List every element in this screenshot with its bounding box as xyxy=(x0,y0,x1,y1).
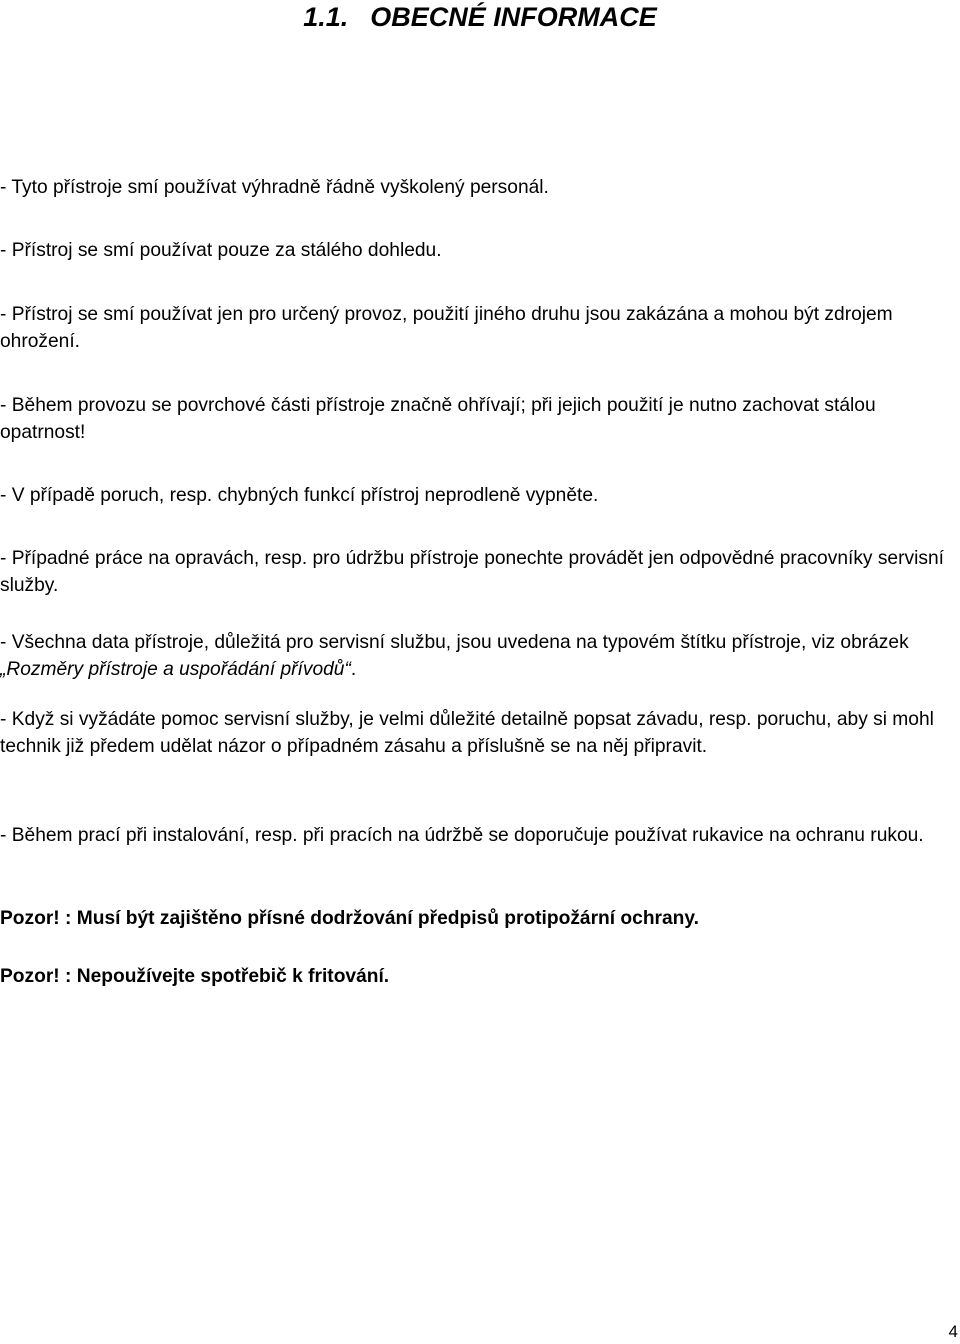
paragraph-hot-surfaces: - Během provozu se povrchové části přístroje značně ohřívají; při jejich použití je nutno zachovat stálou opatrnost! xyxy=(0,395,876,443)
section-title: OBECNÉ INFORMACE xyxy=(370,2,657,32)
section-heading xyxy=(0,0,960,34)
rating-plate-text: - Všechna data přístroje, důležitá pro servisní službu, jsou uvedena na typovém štítku přístroje, viz obrázek xyxy=(0,632,909,653)
warning-no-frying: Pozor! : Nepoužívejte spotřebič k fritování. xyxy=(0,966,390,987)
paragraph-rating-plate xyxy=(0,629,958,683)
paragraph-repairs: - Případné práce na opravách, resp. pro údržbu přístroje ponechte provádět jen odpovědné pracovníky servisní služby. xyxy=(0,548,944,596)
paragraph-service-request: - Když si vyžádáte pomoc servisní služby, je velmi důležité detailně popsat závadu, resp. poruchu, aby si mohl technik již předem udělat názor o případném zásahu a příslušně se na něj připravit. xyxy=(0,709,934,757)
figure-reference: „Rozměry přístroje a uspořádání přívodů“ xyxy=(0,659,351,680)
section-number: 1.1. xyxy=(303,2,349,32)
paragraph-gloves: - Během prací při instalování, resp. při pracích na údržbě se doporučuje používat rukavice na ochranu rukou. xyxy=(0,825,924,846)
page-number: 4 xyxy=(948,1322,958,1341)
paragraph-malfunction: - V případě poruch, resp. chybných funkcí přístroj neprodleně vypněte. xyxy=(0,485,599,506)
rating-plate-end: . xyxy=(350,659,357,680)
warning-fire-protection: Pozor! : Musí být zajištěno přísné dodržování předpisů protipožární ochrany. xyxy=(0,908,699,929)
paragraph-trained-staff: - Tyto přístroje smí používat výhradně řádně vyškolený personál. xyxy=(0,177,549,198)
paragraph-supervision: - Přístroj se smí používat pouze za stálého dohledu. xyxy=(0,240,442,261)
paragraph-intended-use: - Přístroj se smí používat jen pro určený provoz, použití jiného druhu jsou zakázána a mohou být zdrojem ohrožení. xyxy=(0,304,893,352)
